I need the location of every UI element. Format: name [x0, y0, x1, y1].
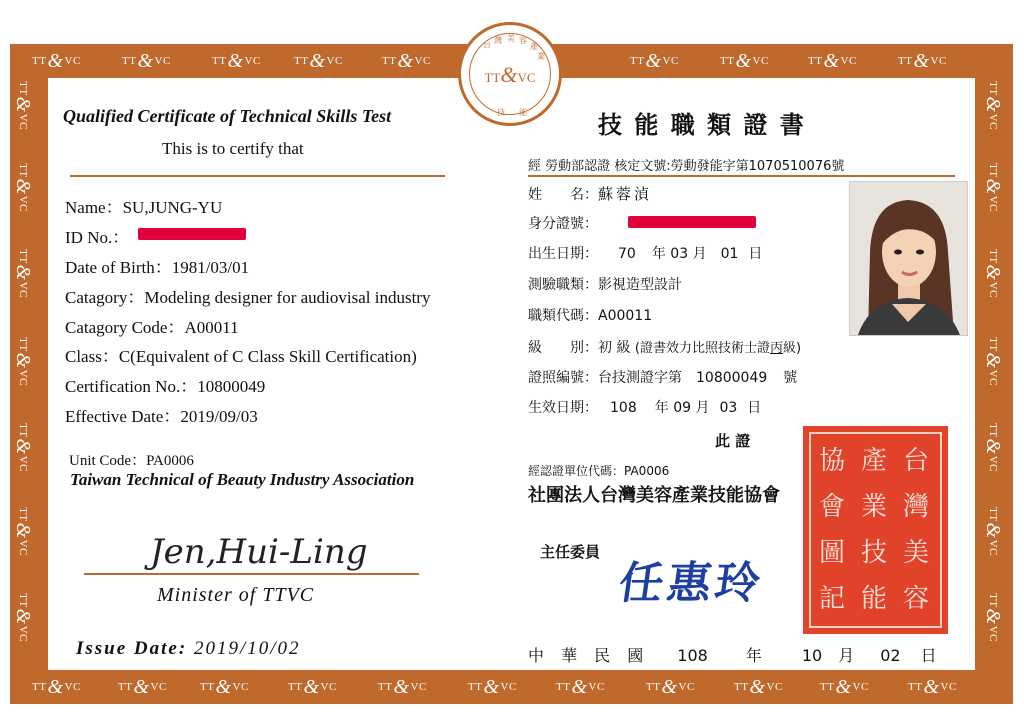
roc-label: 中 華 民 國	[528, 646, 650, 665]
seal-center	[461, 62, 559, 88]
stamp-char: 協	[819, 446, 846, 476]
eff-day: 03	[719, 400, 738, 416]
zh-effective-field	[528, 397, 761, 417]
dob-field	[65, 253, 249, 278]
class-value: C(Equivalent of C Class Skill Certification)	[118, 347, 417, 366]
zh-dob-field	[528, 243, 762, 263]
field-label: Catagory Code：	[65, 318, 185, 337]
signature-line	[84, 573, 419, 575]
chair-signature: 任惠玲	[615, 558, 767, 609]
seal-char: 能	[519, 108, 527, 117]
seal-char: 容	[519, 36, 527, 45]
issue-day: 02	[880, 646, 901, 665]
redacted-id	[138, 228, 246, 240]
stamp-char: 技	[861, 538, 888, 568]
dob-day: 01	[720, 246, 739, 262]
ttvc-logo-icon: TT&VC	[378, 676, 427, 698]
ttvc-logo-icon: TT&VC	[32, 676, 81, 698]
effective-date-field	[65, 402, 258, 427]
name-value: SU,JUNG-YU	[122, 198, 223, 217]
ttvc-logo-icon: TT&VC	[200, 676, 249, 698]
zh-label: 證照編號：	[528, 370, 598, 386]
zh-code-value: A00011	[598, 308, 653, 324]
seal-vc: VC	[517, 70, 536, 85]
day-char: 日	[920, 646, 937, 665]
eff-month: 09	[673, 400, 692, 416]
ttvc-logo-icon: TT&VC	[734, 676, 783, 698]
field-label: Certification No.：	[65, 377, 198, 396]
zh-unit-code: 經認證單位代碼：PA0006	[528, 464, 670, 478]
zh-name-field	[528, 183, 652, 204]
ttvc-logo-icon: TT&VC	[981, 507, 1004, 556]
seal-char: 美	[507, 34, 515, 43]
year-char: 年	[654, 400, 669, 416]
chair-label: 主任委員	[540, 543, 601, 561]
stamp-char: 會	[819, 492, 846, 522]
day-char: 日	[748, 246, 763, 262]
official-red-stamp	[803, 426, 948, 634]
category-code-value: A00011	[184, 318, 239, 337]
zh-category-field	[528, 274, 682, 294]
level-note: (證書效力比照技術士證	[634, 341, 770, 356]
seal-char: 灣	[494, 36, 502, 45]
ttvc-logo-icon: TT&VC	[11, 249, 34, 298]
seal-tt: TT	[484, 70, 501, 85]
ttvc-logo-icon: TT&VC	[630, 50, 679, 72]
ttvc-logo-icon: TT&VC	[981, 337, 1004, 386]
zh-level-field	[528, 337, 801, 357]
ttvc-logo-icon: TT&VC	[118, 676, 167, 698]
zh-label: 測驗職類：	[528, 277, 598, 293]
id-field	[65, 223, 129, 248]
cert-suffix: 號	[783, 370, 798, 386]
field-label: Class：	[65, 347, 119, 366]
stamp-char: 灣	[903, 492, 930, 522]
zh-label: 姓 名：	[528, 187, 598, 203]
ttvc-logo-icon: TT&VC	[646, 676, 695, 698]
ttvc-logo-icon: TT&VC	[382, 50, 431, 72]
ttvc-logo-icon: TT&VC	[556, 676, 605, 698]
field-label: Effective Date：	[65, 407, 181, 426]
category-value: Modeling designer for audiovisal industry	[144, 288, 431, 307]
field-label: Name：	[65, 198, 123, 217]
issue-year: 108	[677, 646, 708, 665]
stamp-char: 台	[903, 446, 930, 476]
ttvc-logo-icon: TT&VC	[898, 50, 947, 72]
stamp-char: 產	[861, 446, 888, 476]
ttvc-logo-icon: TT&VC	[981, 163, 1004, 212]
ttvc-logo-icon: TT&VC	[981, 81, 1004, 130]
seal-char: 台	[483, 40, 491, 49]
association-seal	[458, 22, 562, 126]
year-char: 年	[745, 646, 762, 665]
day-char: 日	[747, 400, 762, 416]
year-char: 年	[651, 246, 666, 262]
stamp-char: 能	[861, 584, 888, 614]
issue-date-value: 2019/10/02	[193, 638, 301, 659]
certify-text: 此 證	[715, 432, 751, 450]
level-note-end: 級)	[783, 341, 802, 356]
english-title: Qualified Certificate of Technical Skills Test	[63, 106, 392, 126]
ttvc-logo-icon: TT&VC	[294, 50, 343, 72]
level-note-class: 丙	[769, 341, 783, 356]
seal-amp: &	[500, 62, 518, 87]
ttvc-logo-icon: TT&VC	[11, 81, 34, 130]
seal-char: 業	[537, 52, 545, 61]
ttvc-logo-icon: TT&VC	[981, 423, 1004, 472]
category-field	[65, 283, 430, 308]
seal-char: 技	[497, 108, 505, 117]
holder-photo	[849, 181, 968, 336]
portrait-icon	[850, 182, 967, 335]
ttvc-logo-icon: TT&VC	[908, 676, 957, 698]
signer-title: Minister of TTVC	[157, 584, 315, 606]
ttvc-logo-icon: TT&VC	[11, 163, 34, 212]
cert-no-field	[65, 372, 265, 397]
stamp-char: 業	[861, 492, 888, 522]
ttvc-logo-icon: TT&VC	[11, 423, 34, 472]
name-field	[65, 193, 222, 218]
unit-code-value: PA0006	[146, 453, 194, 469]
issue-month: 10	[801, 646, 823, 665]
issue-date	[76, 638, 301, 660]
ttvc-logo-icon: TT&VC	[820, 676, 869, 698]
stamp-char: 記	[819, 584, 846, 614]
category-code-field	[65, 313, 239, 338]
stamp-char: 容	[903, 584, 930, 614]
certify-subtitle: This is to certify that	[162, 139, 304, 158]
eff-year: 108	[610, 400, 637, 416]
dob-month: 03	[670, 246, 689, 262]
english-signature: Jen,Hui-Ling	[150, 532, 368, 572]
seal-char: 產	[530, 42, 538, 51]
zh-label: 出生日期：	[528, 246, 598, 262]
redacted-zh-id	[628, 216, 756, 228]
approval-divider	[528, 175, 955, 177]
zh-level-value: 初 級	[598, 340, 631, 356]
chinese-title: 技 能 職 類 證 書	[598, 111, 806, 139]
zh-name-value: 蘇蓉湞	[598, 185, 653, 203]
zh-category-value: 影視造型設計	[598, 277, 682, 293]
ttvc-logo-icon: TT&VC	[720, 50, 769, 72]
stamp-char: 圖	[819, 538, 846, 568]
dob-year: 70	[618, 246, 636, 262]
stamp-char: 美	[903, 538, 930, 568]
title-divider	[70, 175, 445, 177]
month-char: 月	[692, 246, 707, 262]
zh-label: 職類代碼：	[528, 308, 598, 324]
class-field	[65, 342, 417, 367]
ttvc-logo-icon: TT&VC	[11, 507, 34, 556]
zh-label: 級 別：	[528, 340, 598, 356]
month-char: 月	[838, 646, 855, 665]
zh-issue-date	[528, 643, 937, 666]
zh-cert-no: 10800049	[696, 370, 768, 386]
ttvc-logo-icon: TT&VC	[11, 337, 34, 386]
ttvc-logo-icon: TT&VC	[288, 676, 337, 698]
ttvc-logo-icon: TT&VC	[981, 249, 1004, 298]
ttvc-logo-icon: TT&VC	[212, 50, 261, 72]
zh-cert-field	[528, 367, 797, 387]
field-label: Catagory：	[65, 288, 145, 307]
approval-line: 經 勞動部認證 核定文號:勞動發能字第1070510076號	[528, 159, 845, 174]
zh-label: 生效日期：	[528, 400, 598, 416]
unit-code	[69, 449, 194, 470]
ttvc-logo-icon: TT&VC	[122, 50, 171, 72]
dob-value: 1981/03/01	[171, 258, 250, 277]
unit-code-label: Unit Code：	[69, 453, 147, 469]
ttvc-logo-icon: TT&VC	[981, 593, 1004, 642]
issue-date-label: Issue Date:	[76, 638, 188, 659]
cert-prefix: 台技測證字第	[598, 370, 682, 386]
ttvc-logo-icon: TT&VC	[32, 50, 81, 72]
ttvc-logo-icon: TT&VC	[468, 676, 517, 698]
field-label: Date of Birth：	[65, 258, 172, 277]
month-char: 月	[695, 400, 710, 416]
effective-date-value: 2019/09/03	[180, 407, 258, 426]
zh-association: 社團法人台灣美容產業技能協會	[528, 485, 780, 506]
field-label: ID No.：	[65, 228, 130, 247]
zh-label: 身分證號：	[528, 216, 598, 232]
zh-code-field	[528, 305, 652, 325]
ttvc-logo-icon: TT&VC	[11, 593, 34, 642]
english-association: Taiwan Technical of Beauty Industry Association	[70, 470, 415, 489]
ttvc-logo-icon: TT&VC	[808, 50, 857, 72]
cert-no-value: 10800049	[197, 377, 266, 396]
zh-id-field	[528, 213, 598, 233]
